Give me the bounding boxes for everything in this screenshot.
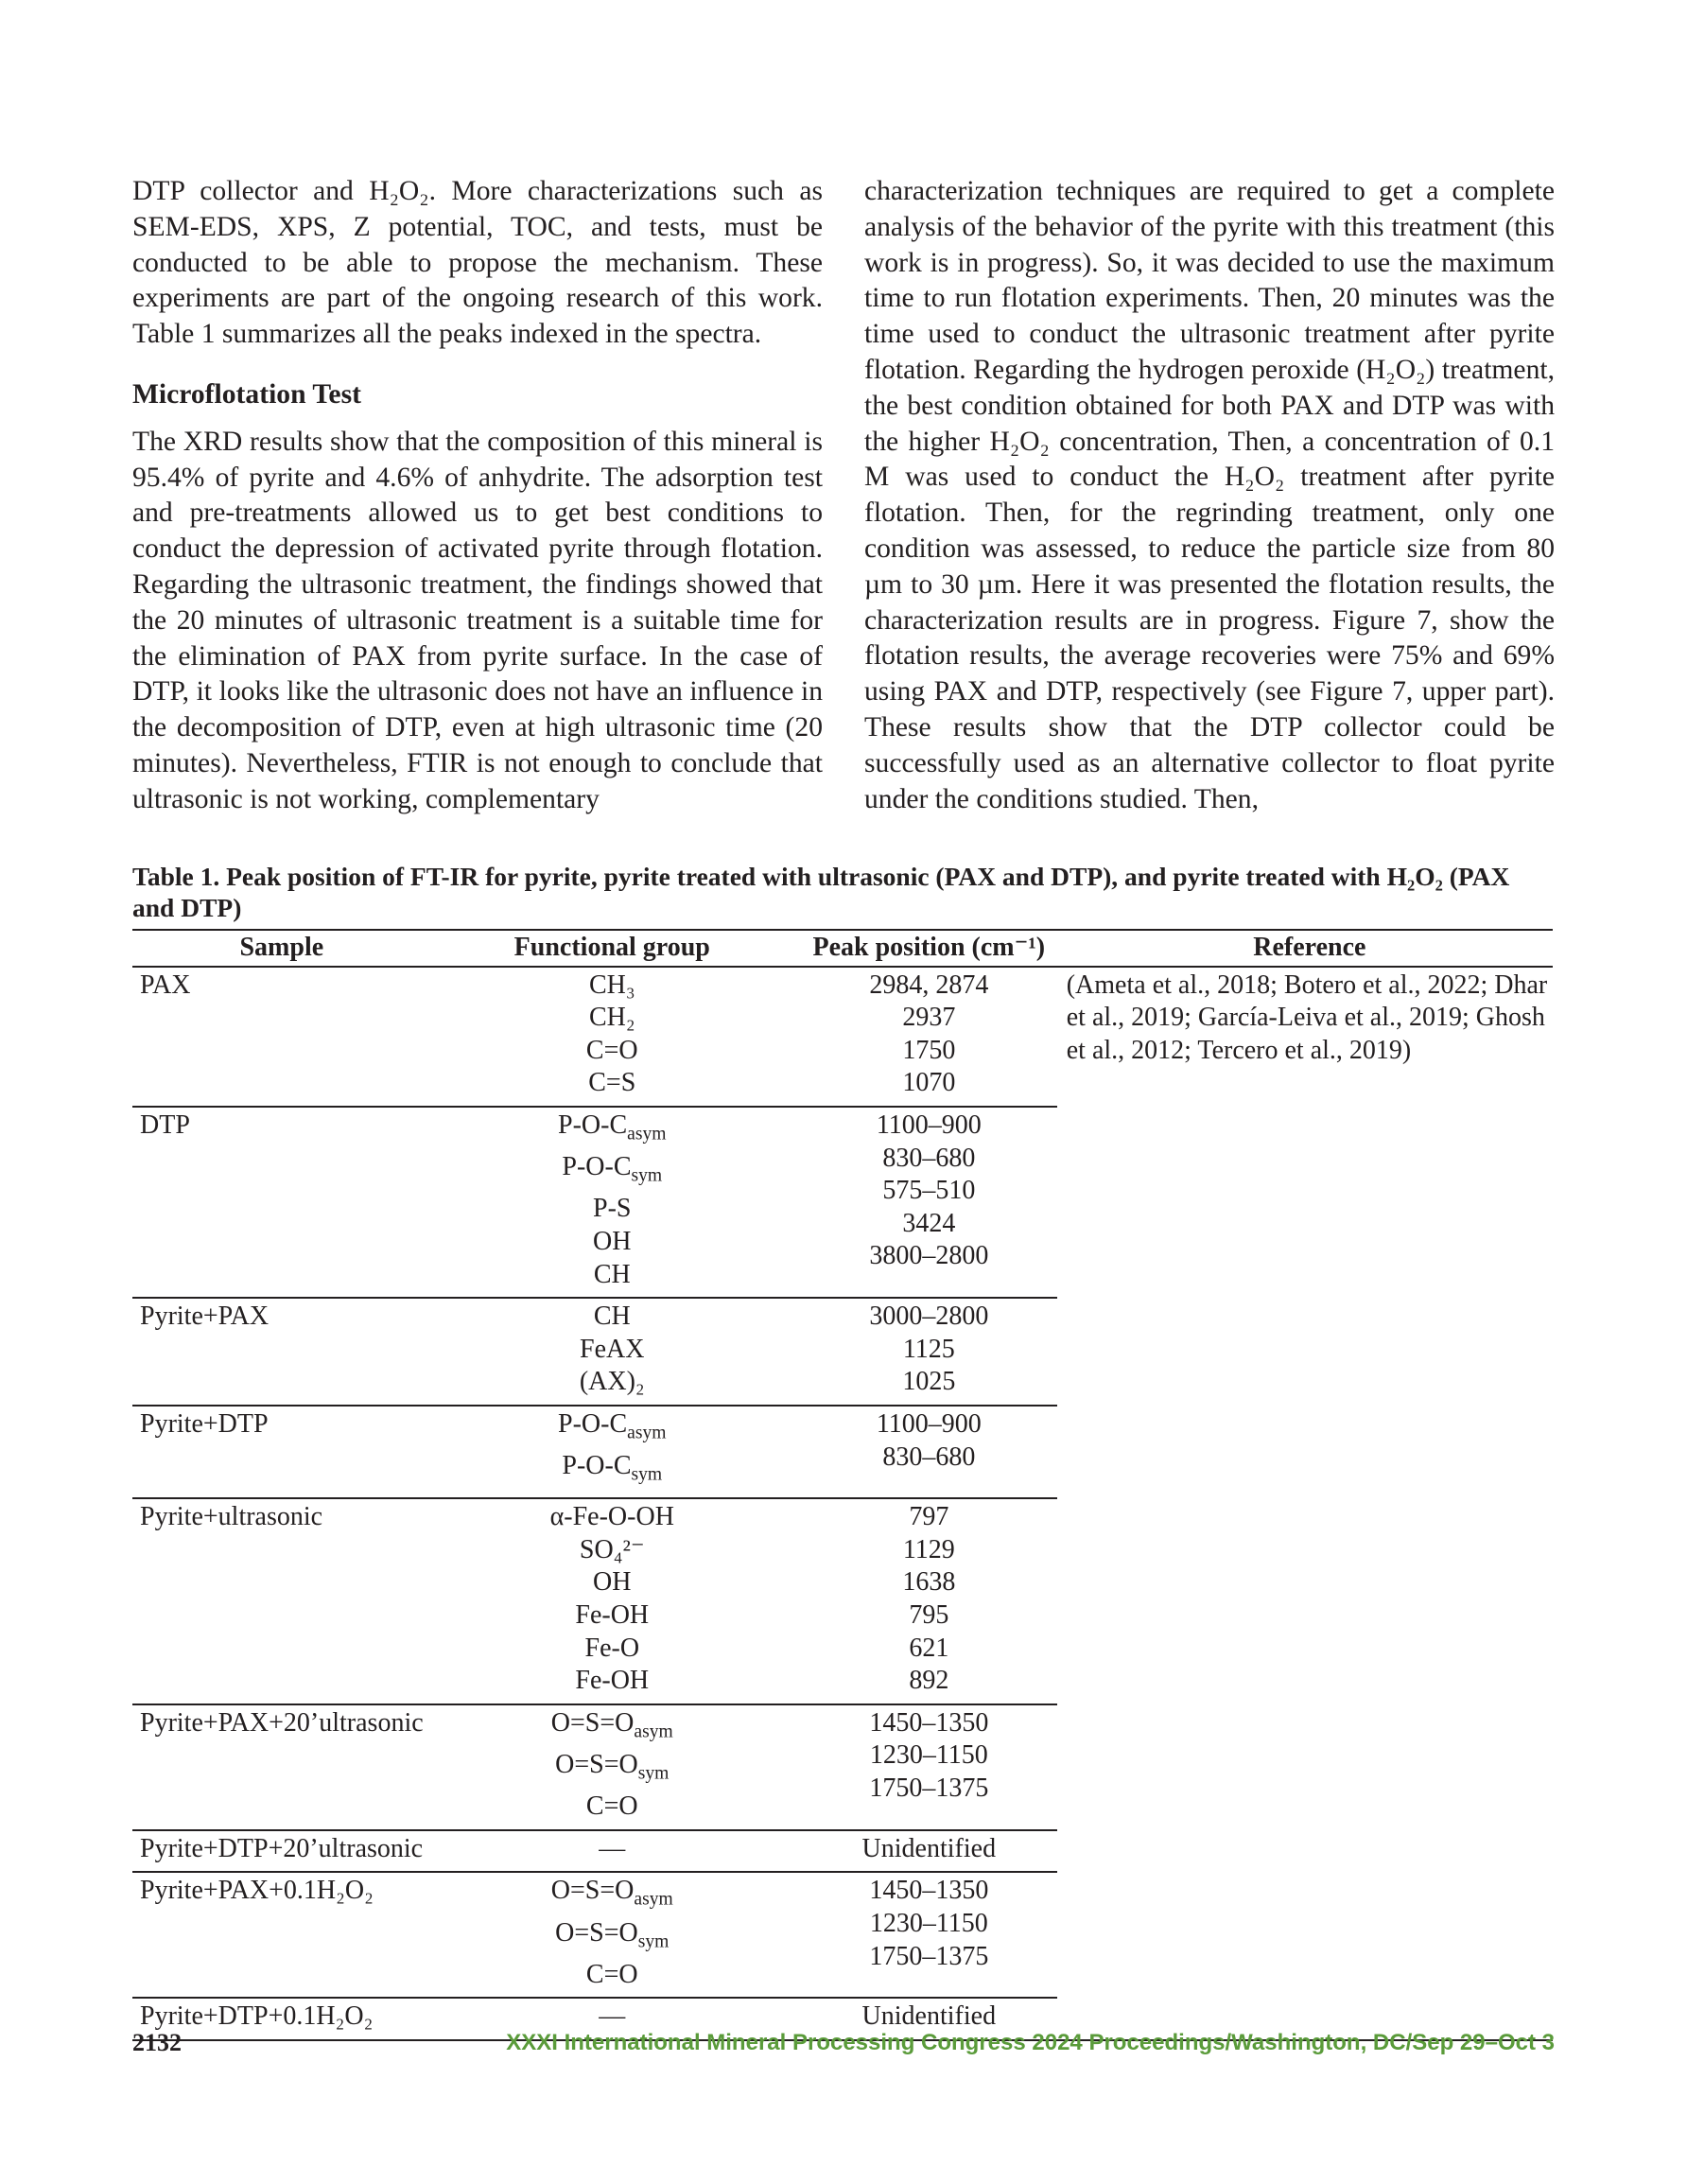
peak-position: 2984, 2874	[869, 970, 989, 1000]
functional-group: Fe-O	[584, 1633, 640, 1663]
peak-position: 621	[909, 1633, 949, 1663]
functional-group: C=O	[585, 1035, 638, 1065]
cell-functional-groups	[424, 967, 801, 1107]
paragraph-microflotation: The XRD results show that the composition of this mineral is 95.4% of pyrite and 4.6% of anhydrite. The adsorption test and pre-treatments allowed us to get best conditions to conduct the depression of activated pyrite through flotation. Regarding the ultrasonic treatment, the findings showed that the 20 minutes of ultrasonic treatment is a suitable time for the elimination of PAX from pyrite surface. In the case of DTP, it looks like the ultrasonic does not have an influence in the decomposition of DTP, even at high ultrasonic time (20 minutes). Nevertheless, FTIR is not enough to conclude that ultrasonic is not working, complementary	[132, 426, 823, 814]
cell-sample: Pyrite+PAX	[132, 1298, 424, 1406]
cell-sample: PAX	[132, 967, 424, 1107]
paragraph-right: characterization techniques are required to get a complete analysis of the behavior of the pyrite with this treatment (this work is in progress). So, it was decided to use the maximum time to run flotation experiments. Then, 20 minutes was the time used to conduct the ultrasonic treatment after pyrite flotation. Regarding the hydrogen peroxide (H₂O₂) treatment, the best condition obtained for both PAX and DTP was with the higher H₂O₂ concentration, Then, a concentration of 0.1 M was used to conduct the H₂O₂ treatment after pyrite flotation. Then, for the regrinding treatment, only one condition was assessed, to reduce the particle size from 80 µm to 30 µm. Here it was presented the flotation results, the characterization results are in progress. Figure 7, show the flotation results, the average recoveries were 75% and 69% using PAX and DTP, respectively (see Figure 7, upper part). These results show that the DTP collector could be successfully used as an alternative collector to float pyrite under the conditions studied. Then,	[864, 176, 1555, 814]
functional-group: CH	[593, 1302, 631, 1332]
peak-position: 2937	[902, 1003, 956, 1033]
cell-sample: Pyrite+PAX+20’ultrasonic	[132, 1704, 424, 1830]
peak-position: 797	[909, 1502, 949, 1532]
peak-position: 1100–900	[876, 1109, 982, 1140]
cell-reference: (Ameta et al., 2018; Botero et al., 2022; Dhar et al., 2019; García-Leiva et al., 2019; Ghosh et al., 2012; Tercero et al., 2019)	[1057, 967, 1553, 2040]
peak-position: 1125	[902, 1334, 955, 1364]
peak-position: 3424	[902, 1208, 956, 1238]
peak-position: 1230–1150	[869, 1909, 988, 1938]
peak-position: 1025	[902, 1367, 956, 1397]
peak-position: 3000–2800	[869, 1302, 989, 1332]
cell-peak-positions	[801, 1107, 1057, 1298]
functional-group: $O=S=O_{sym}$	[555, 1917, 670, 1952]
cell-functional-groups	[424, 1107, 801, 1298]
cell-sample: DTP	[132, 1107, 424, 1298]
header-sample: Sample	[132, 930, 424, 967]
cell-sample: Pyrite+DTP+20’ultrasonic	[132, 1830, 424, 1873]
page-number: 2132	[132, 2029, 182, 2056]
functional-group: CH₂	[588, 1003, 635, 1033]
functional-group: $O=S=O_{asym}$	[550, 1876, 673, 1910]
peak-position: 1129	[902, 1534, 955, 1564]
cell-functional-groups	[424, 1872, 801, 1998]
functional-group: CH₃	[588, 970, 635, 1000]
cell-functional-groups	[424, 1498, 801, 1704]
cell-peak-positions	[801, 1406, 1057, 1498]
functional-group: OH	[593, 1226, 632, 1256]
functional-group: Fe-OH	[575, 1666, 650, 1696]
peak-position: Unidentified	[861, 1833, 997, 1863]
conference-footer: XXXI International Mineral Processing Congress 2024 Proceedings/Washington, DC/Sep 29–Oct 3	[506, 2030, 1555, 2055]
left-column	[132, 174, 823, 818]
peak-position: 1450–1350	[869, 1876, 989, 1906]
functional-group: C=S	[588, 1068, 636, 1098]
peak-position: 3800–2800	[869, 1241, 989, 1271]
functional-group: α-Fe-O-OH	[549, 1502, 674, 1532]
functional-group: $P-O-C_{sym}$	[562, 1152, 663, 1186]
peak-position: 1070	[902, 1068, 956, 1098]
peak-position: 830–680	[882, 1143, 976, 1173]
peak-position: 795	[909, 1600, 949, 1631]
cell-sample: Pyrite+ultrasonic	[132, 1498, 424, 1704]
peak-position: 575–510	[882, 1176, 976, 1206]
functional-group: FeAX	[580, 1334, 645, 1364]
cell-peak-positions	[801, 1830, 1057, 1873]
functional-group: P-S	[593, 1194, 632, 1224]
section-heading: Microflotation Test	[132, 378, 361, 410]
table-caption: Table 1. Peak position of FT-IR for pyrite, pyrite treated with ultrasonic (PAX and DTP), and pyrite treated with H₂O₂ (PAX and DTP)	[132, 862, 1510, 922]
header-peak-position: Peak position (cm⁻¹)	[801, 930, 1057, 967]
header-reference: Reference	[1057, 930, 1553, 967]
peak-position: 1450–1350	[869, 1707, 989, 1738]
cell-peak-positions	[801, 1872, 1057, 1998]
peak-position: 1750–1375	[869, 1773, 989, 1804]
functional-group: $O=S=O_{asym}$	[550, 1707, 673, 1742]
table-container	[132, 929, 1553, 2041]
functional-group: Fe-OH	[575, 1600, 650, 1631]
functional-group: —	[599, 1833, 626, 1863]
peak-position: 1638	[902, 1567, 956, 1598]
peak-position: 830–680	[882, 1441, 976, 1472]
functional-group: (AX)₂	[579, 1367, 645, 1397]
cell-functional-groups	[424, 1298, 801, 1406]
paragraph-intro: DTP collector and H₂O₂. More characterizations such as SEM-EDS, XPS, Z potential, TOC, and tests, must be conducted to be able to propose the mechanism. These experiments are part of the ongoing research of this work. Table 1 summarizes all the peaks indexed in the spectra.	[132, 176, 823, 350]
table-body	[132, 967, 1553, 2040]
right-column	[864, 174, 1555, 817]
functional-group: SO₄²⁻	[579, 1534, 645, 1564]
ftir-peak-table	[132, 929, 1553, 2041]
cell-functional-groups	[424, 1704, 801, 1830]
functional-group: $P-O-C_{asym}$	[558, 1408, 667, 1443]
table-row	[132, 967, 1553, 1107]
cell-functional-groups	[424, 1830, 801, 1873]
functional-group: C=O	[585, 1791, 638, 1822]
cell-sample: Pyrite+DTP+0.1H₂O₂	[132, 1998, 424, 2040]
cell-sample: Pyrite+DTP	[132, 1406, 424, 1498]
functional-group: CH	[593, 1259, 631, 1289]
cell-peak-positions	[801, 1298, 1057, 1406]
peak-position: Unidentified	[861, 2001, 997, 2032]
peak-position: 1100–900	[876, 1408, 982, 1439]
cell-sample: Pyrite+PAX+0.1H₂O₂	[132, 1872, 424, 1998]
peak-position: 1750	[902, 1035, 956, 1065]
peak-position: 1230–1150	[869, 1740, 988, 1771]
functional-group: $P-O-C_{sym}$	[562, 1451, 663, 1485]
cell-peak-positions	[801, 1498, 1057, 1704]
table-header-row	[132, 930, 1553, 967]
cell-peak-positions	[801, 967, 1057, 1107]
functional-group: C=O	[585, 1959, 638, 1989]
cell-peak-positions	[801, 1704, 1057, 1830]
cell-functional-groups	[424, 1406, 801, 1498]
functional-group: $O=S=O_{sym}$	[555, 1750, 670, 1784]
peak-position: 892	[909, 1666, 949, 1696]
functional-group: OH	[593, 1567, 632, 1598]
peak-position: 1750–1375	[869, 1941, 989, 1971]
functional-group: $P-O-C_{asym}$	[558, 1109, 667, 1144]
functional-group: —	[599, 2001, 626, 2032]
header-functional-group: Functional group	[424, 930, 801, 967]
